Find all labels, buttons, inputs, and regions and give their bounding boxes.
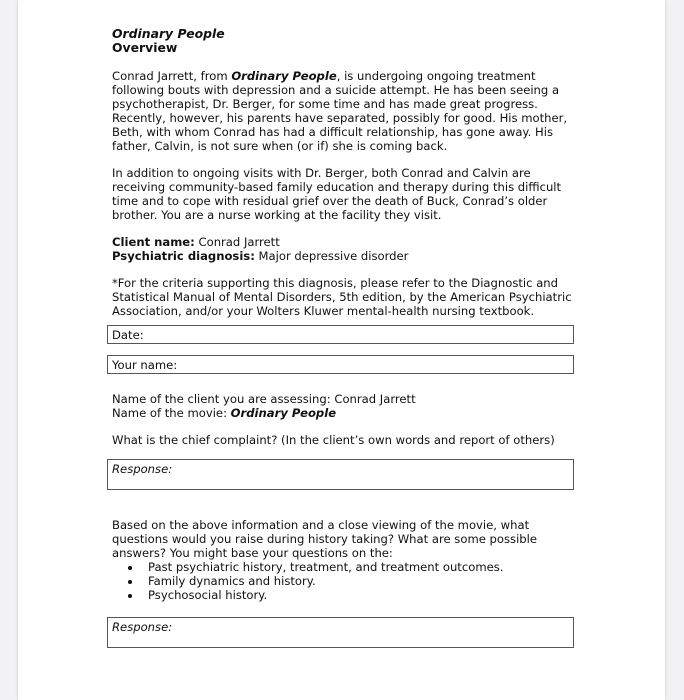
your-name-label: Your name: — [112, 358, 178, 372]
overview-paragraph — [112, 69, 582, 153]
response-label: Response: — [112, 462, 173, 476]
client-name-value: Conrad Jarrett — [198, 235, 280, 249]
document-subtitle: Overview — [112, 40, 178, 55]
title-block — [112, 27, 582, 55]
assessment-info — [112, 392, 582, 420]
date-field[interactable] — [107, 325, 574, 344]
list-item: • Psychosocial history. — [142, 588, 582, 602]
client-info — [112, 235, 582, 263]
assessing-label: Name of the client you are assessing: — [112, 392, 331, 406]
history-topics-list — [112, 560, 582, 602]
diagnosis-label: Psychiatric diagnosis: — [112, 249, 255, 263]
history-question: Based on the above information and a close viewing of the movie, what questions would you raise during history taking? What are some possible answers? You might base your questions on the: — [112, 518, 538, 560]
chief-complaint-question: What is the chief complaint? (In the client’s own words and report of others) — [112, 433, 555, 447]
criteria-note: *For the criteria supporting this diagnosis, please refer to the Diagnostic and Statistical Manual of Mental Disorders, 5th edition, by the American Psychiatric Association, and/or your Wolters Kluwer mental-health nursing textbook. — [112, 276, 572, 318]
overview-movie-title: Ordinary People — [231, 69, 337, 83]
client-name-label: Client name: — [112, 235, 195, 249]
list-item: • Family dynamics and history. — [142, 574, 582, 588]
response-label: Response: — [112, 620, 173, 634]
document-content — [112, 27, 582, 648]
chief-complaint-response-field[interactable] — [107, 459, 574, 490]
list-item: • Past psychiatric history, treatment, and treatment outcomes. — [142, 560, 582, 574]
overview-text-pre: Conrad Jarrett, from — [112, 69, 232, 83]
movie-label: Name of the movie: — [112, 406, 227, 420]
document-title: Ordinary People — [112, 26, 225, 41]
movie-value: Ordinary People — [230, 406, 337, 420]
diagnosis-value: Major depressive disorder — [258, 249, 409, 263]
your-name-field[interactable] — [107, 355, 574, 374]
date-label: Date: — [112, 328, 144, 342]
assessing-value: Conrad Jarrett — [334, 392, 416, 406]
therapy-paragraph: In addition to ongoing visits with Dr. Berger, both Conrad and Calvin are receiving community-based family education and therapy during this difficult time and to cope with residual grief over the death of Buck, Conrad’s older brother. You are a nurse working at the facility they visit. — [112, 166, 562, 222]
overview-text-post: , is undergoing ongoing treatment following bouts with depression and a suicide attempt. He has been seeing a psychotherapist, Dr. Berger, for some time and has made great progress. Recently, however, his parents have separated, possibly for good. His mother, Beth, with whom Conrad has had a difficult relationship, has gone away. His father, Calvin, is not sure when (or if) she is coming back. — [112, 69, 568, 153]
document-page — [18, 0, 665, 700]
history-response-field[interactable] — [107, 617, 574, 648]
